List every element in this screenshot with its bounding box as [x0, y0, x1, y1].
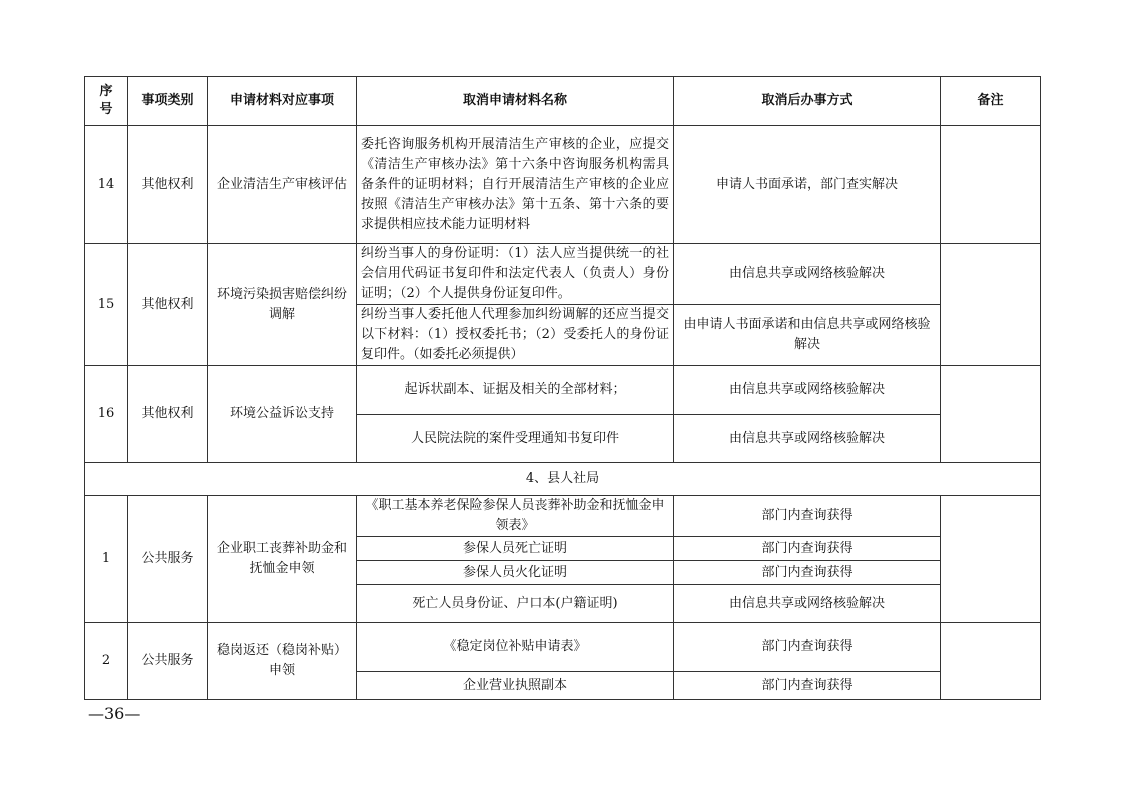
row-seq: 16: [85, 366, 128, 463]
materials-table: [84, 76, 1041, 700]
row-item: 环境污染损害赔偿纠纷调解: [208, 244, 357, 366]
row-seq: 15: [85, 244, 128, 366]
row-category: 其他权利: [128, 126, 208, 244]
row-remark: [941, 366, 1041, 463]
row-method: 部门内查询获得: [674, 672, 941, 700]
row-material: 参保人员火化证明: [357, 561, 674, 585]
table-row: [85, 496, 1041, 537]
row-material: 企业营业执照副本: [357, 672, 674, 700]
row-item: 环境公益诉讼支持: [208, 366, 357, 463]
row-method: 部门内查询获得: [674, 496, 941, 537]
row-material: 起诉状副本、证据及相关的全部材料；: [357, 366, 674, 415]
header-material: 取消申请材料名称: [357, 77, 674, 126]
row-method: 由申请人书面承诺和由信息共享或网络核验解决: [674, 305, 941, 366]
table-row: [85, 623, 1041, 672]
row-remark: [941, 623, 1041, 700]
row-remark: [941, 126, 1041, 244]
table-row: [85, 244, 1041, 305]
row-method: 由信息共享或网络核验解决: [674, 244, 941, 305]
row-seq: 14: [85, 126, 128, 244]
row-method: 部门内查询获得: [674, 537, 941, 561]
row-remark: [941, 244, 1041, 366]
row-category: 其他权利: [128, 244, 208, 366]
header-remark: 备注: [941, 77, 1041, 126]
row-category: 其他权利: [128, 366, 208, 463]
row-category: 公共服务: [128, 623, 208, 700]
header-item: 申请材料对应事项: [208, 77, 357, 126]
row-item: 企业职工丧葬补助金和抚恤金申领: [208, 496, 357, 623]
table-row: [85, 366, 1041, 415]
row-method: 由信息共享或网络核验解决: [674, 415, 941, 463]
row-method: 由信息共享或网络核验解决: [674, 366, 941, 415]
header-seq: 序号: [85, 77, 128, 126]
table-row: [85, 126, 1041, 244]
row-item: 企业清洁生产审核评估: [208, 126, 357, 244]
header-category: 事项类别: [128, 77, 208, 126]
row-material: 死亡人员身份证、户口本(户籍证明): [357, 585, 674, 623]
row-item: 稳岗返还（稳岗补贴）申领: [208, 623, 357, 700]
row-material: 《职工基本养老保险参保人员丧葬补助金和抚恤金申领表》: [357, 496, 674, 537]
row-material: 纠纷当事人委托他人代理参加纠纷调解的还应当提交以下材料：（1）授权委托书；（2）受委托人的身份证复印件。（如委托必须提供）: [357, 305, 674, 366]
row-remark: [941, 496, 1041, 623]
page-number: —36—: [88, 704, 141, 723]
section-row: [85, 463, 1041, 496]
row-seq: 2: [85, 623, 128, 700]
row-material: 纠纷当事人的身份证明：（1）法人应当提供统一的社会信用代码证书复印件和法定代表人（负责人）身份证明；（2）个人提供身份证复印件。: [357, 244, 674, 305]
row-material: 人民院法院的案件受理通知书复印件: [357, 415, 674, 463]
row-material: 参保人员死亡证明: [357, 537, 674, 561]
row-method: 由信息共享或网络核验解决: [674, 585, 941, 623]
row-method: 部门内查询获得: [674, 623, 941, 672]
row-method: 申请人书面承诺，部门查实解决: [674, 126, 941, 244]
header-method: 取消后办事方式: [674, 77, 941, 126]
row-method: 部门内查询获得: [674, 561, 941, 585]
row-material: 《稳定岗位补贴申请表》: [357, 623, 674, 672]
row-seq: 1: [85, 496, 128, 623]
table-header-row: [85, 77, 1041, 126]
row-category: 公共服务: [128, 496, 208, 623]
row-material: 委托咨询服务机构开展清洁生产审核的企业，应提交《清洁生产审核办法》第十六条中咨询服务机构需具备条件的证明材料；自行开展清洁生产审核的企业应按照《清洁生产审核办法》第十五条、第十六条的要求提供相应技术能力证明材料: [357, 126, 674, 244]
section-title: 4、县人社局: [85, 463, 1041, 496]
